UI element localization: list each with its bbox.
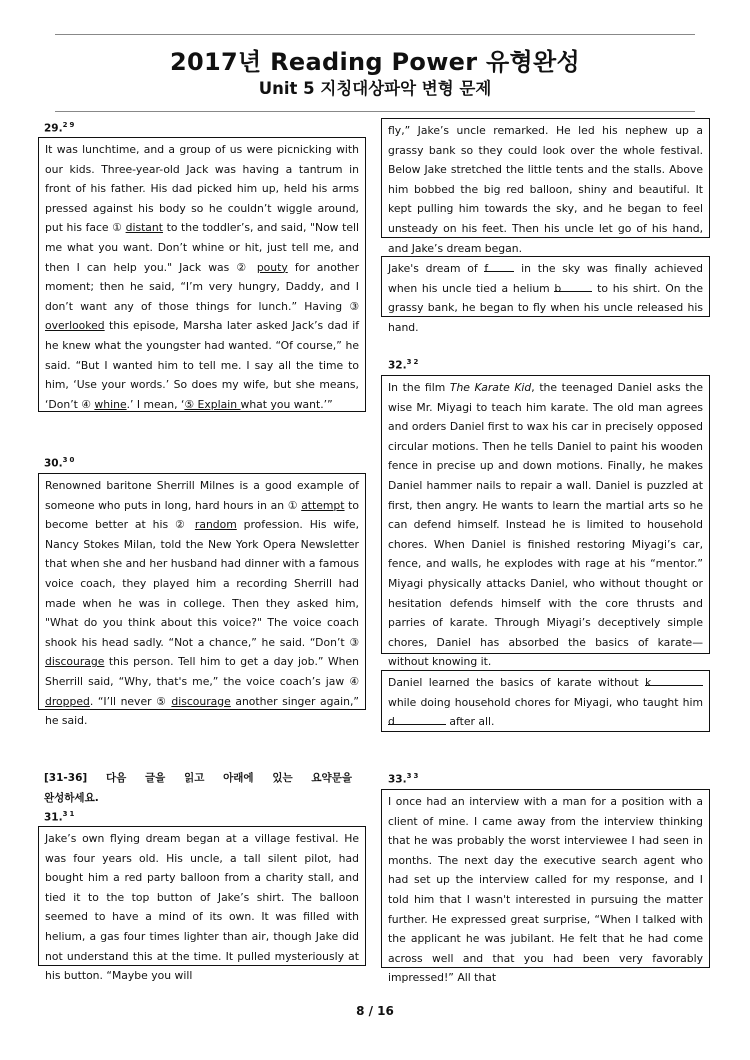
- question-30-number: 30.30: [44, 456, 77, 470]
- question-31-passage-continued: fly,” Jake’s uncle remarked. He led his nephew up a grassy bank so they could look over the whole festival. Below Jake stretched the little tents and the stalls. Above him bobbed the big red balloon, shiny and beautiful. It kept pulling him towards the sky, and he began to feel unsteady on his feet. Then his uncle let go of his hand, and Jake’s dream began.: [381, 118, 710, 238]
- option-2-word: random: [194, 518, 237, 532]
- question-32-number: 32.32: [388, 358, 421, 372]
- top-rule: [55, 34, 695, 35]
- option-1-word: attempt: [301, 498, 345, 512]
- question-33-passage: I once had an interview with a man for a position with a client of mine. I came away from the interview thinking that he was probably the worst interviewee I had seen in months. The next day the executive search agent who had set up the interview called for my response, and I told him that I wasn't interested in pursuing the matter further. He expressed great surprise, “When I talked with the applicant he was jubilant. He felt that he had come across well and that you had been very favorably impressed!” All that: [381, 789, 710, 968]
- instruction: [31-36] 다음 글을 읽고 아래에 있는 요약문을 완성하세요.: [44, 772, 352, 804]
- film-title: The Karate Kid: [449, 381, 532, 394]
- option-5-word: discourage: [171, 694, 231, 708]
- question-32-summary: Daniel learned the basics of karate without k while doing household chores for Miyagi, who taught him d after all.: [381, 670, 710, 732]
- summary-blank-2[interactable]: b: [554, 279, 592, 292]
- question-29-passage: It was lunchtime, and a group of us were picnicking with our kids. Three-year-old Jack was having a tantrum in front of his father. His dad picked him up, held his arms pressed against his body so he couldn’t wiggle around, put his face ① distant to the toddler’s, and said, "Now tell me what you want. Don’t whine or hit, just tell me, and then I can help you." Jack was ② pouty for another moment; then he said, “I’m very hungry, Daddy, and I don’t want any of those things for lunch.” Having ③ overlooked this episode, Marsha later asked Jack’s dad if he knew what the youngster had wanted. “Of course,” he said. “But I wanted him to tell me. I say all the time to him, ‘Use your words.’ So does my wife, but she means, ‘Don’t ④ whine.’ I mean, ‘⑤ Explain what you want.’”: [38, 137, 366, 412]
- summary-blank-1[interactable]: f: [484, 259, 514, 272]
- page-subtitle: Unit 5 지칭대상파악 변형 문제: [258, 79, 492, 98]
- question-29-number: 29.29: [44, 121, 77, 135]
- question-31-number: 31.31: [44, 810, 77, 824]
- page-title: 2017년 Reading Power 유형완성: [170, 48, 580, 76]
- option-3-word: overlooked: [45, 319, 105, 333]
- summary-blank-1[interactable]: k: [645, 673, 703, 686]
- question-33-number: 33.33: [388, 772, 421, 786]
- option-2-word: pouty: [256, 260, 288, 274]
- question-30-passage: Renowned baritone Sherrill Milnes is a good example of someone who puts in long, hard hours in an ① attempt to become better at his ② random profession. His wife, Nancy Stokes Milan, told the New York Opera Newsletter that when she and her husband had dinner with a famous voice coach, they played him a recording Sherrill had made when he was in college. Then they asked him, "What do you think about this voice?" The voice coach shook his head sadly. “Not a chance,” he said. “Don’t ③ discourage this person. Tell him to get a day job.” When Sherrill said, “Why, that's me,” the voice coach’s jaw ④ dropped. “I’ll never ⑤ discourage another singer again,” he said.: [38, 473, 366, 710]
- option-5-word: ⑤ Explain: [184, 397, 241, 411]
- option-4-word: dropped: [45, 694, 90, 708]
- question-31-passage: Jake’s own flying dream began at a village festival. He was four years old. His uncle, a tall silent pilot, had bought him a red party balloon from a charity stall, and tied it to the top button of Jake’s shirt. The balloon seemed to have a mind of its own. It was filled with helium, a gas four times lighter than air, though Jake did not understand this at the time. It pulled mysteriously at his button. “Maybe you will: [38, 826, 366, 966]
- page-number: 8 / 16: [356, 1004, 394, 1018]
- option-4-word: whine: [94, 397, 127, 411]
- title-bottom-rule: [55, 111, 695, 112]
- summary-blank-2[interactable]: d: [388, 712, 446, 725]
- option-3-word: discourage: [45, 655, 105, 669]
- question-32-passage: In the film The Karate Kid, the teenaged Daniel asks the wise Mr. Miyagi to teach him karate. The old man agrees and orders Daniel first to wax his car in precisely opposed circular motions. Then he tells Daniel to paint his wooden fence in precise up and down motions. Finally, he makes Daniel hammer nails to repair a wall. Daniel is puzzled at first, then angry. He wants to learn the martial arts so he can defend himself. Instead he is limited to household chores. When Daniel is finished restoring Miyagi’s car, fence, and walls, he explodes with rage at his “mentor.” Miyagi physically attacks Daniel, who without thought or hesitation defends himself with the core thrusts and parries of karate. Through Miyagi’s deceptively simple chores, Daniel has absorbed the basics of karate—without knowing it.: [381, 375, 710, 654]
- question-31-summary: Jake's dream of f in the sky was finally achieved when his uncle tied a helium b to his shirt. On the grassy bank, he began to fly when his uncle released his hand.: [381, 256, 710, 317]
- option-1-word: distant: [125, 221, 163, 235]
